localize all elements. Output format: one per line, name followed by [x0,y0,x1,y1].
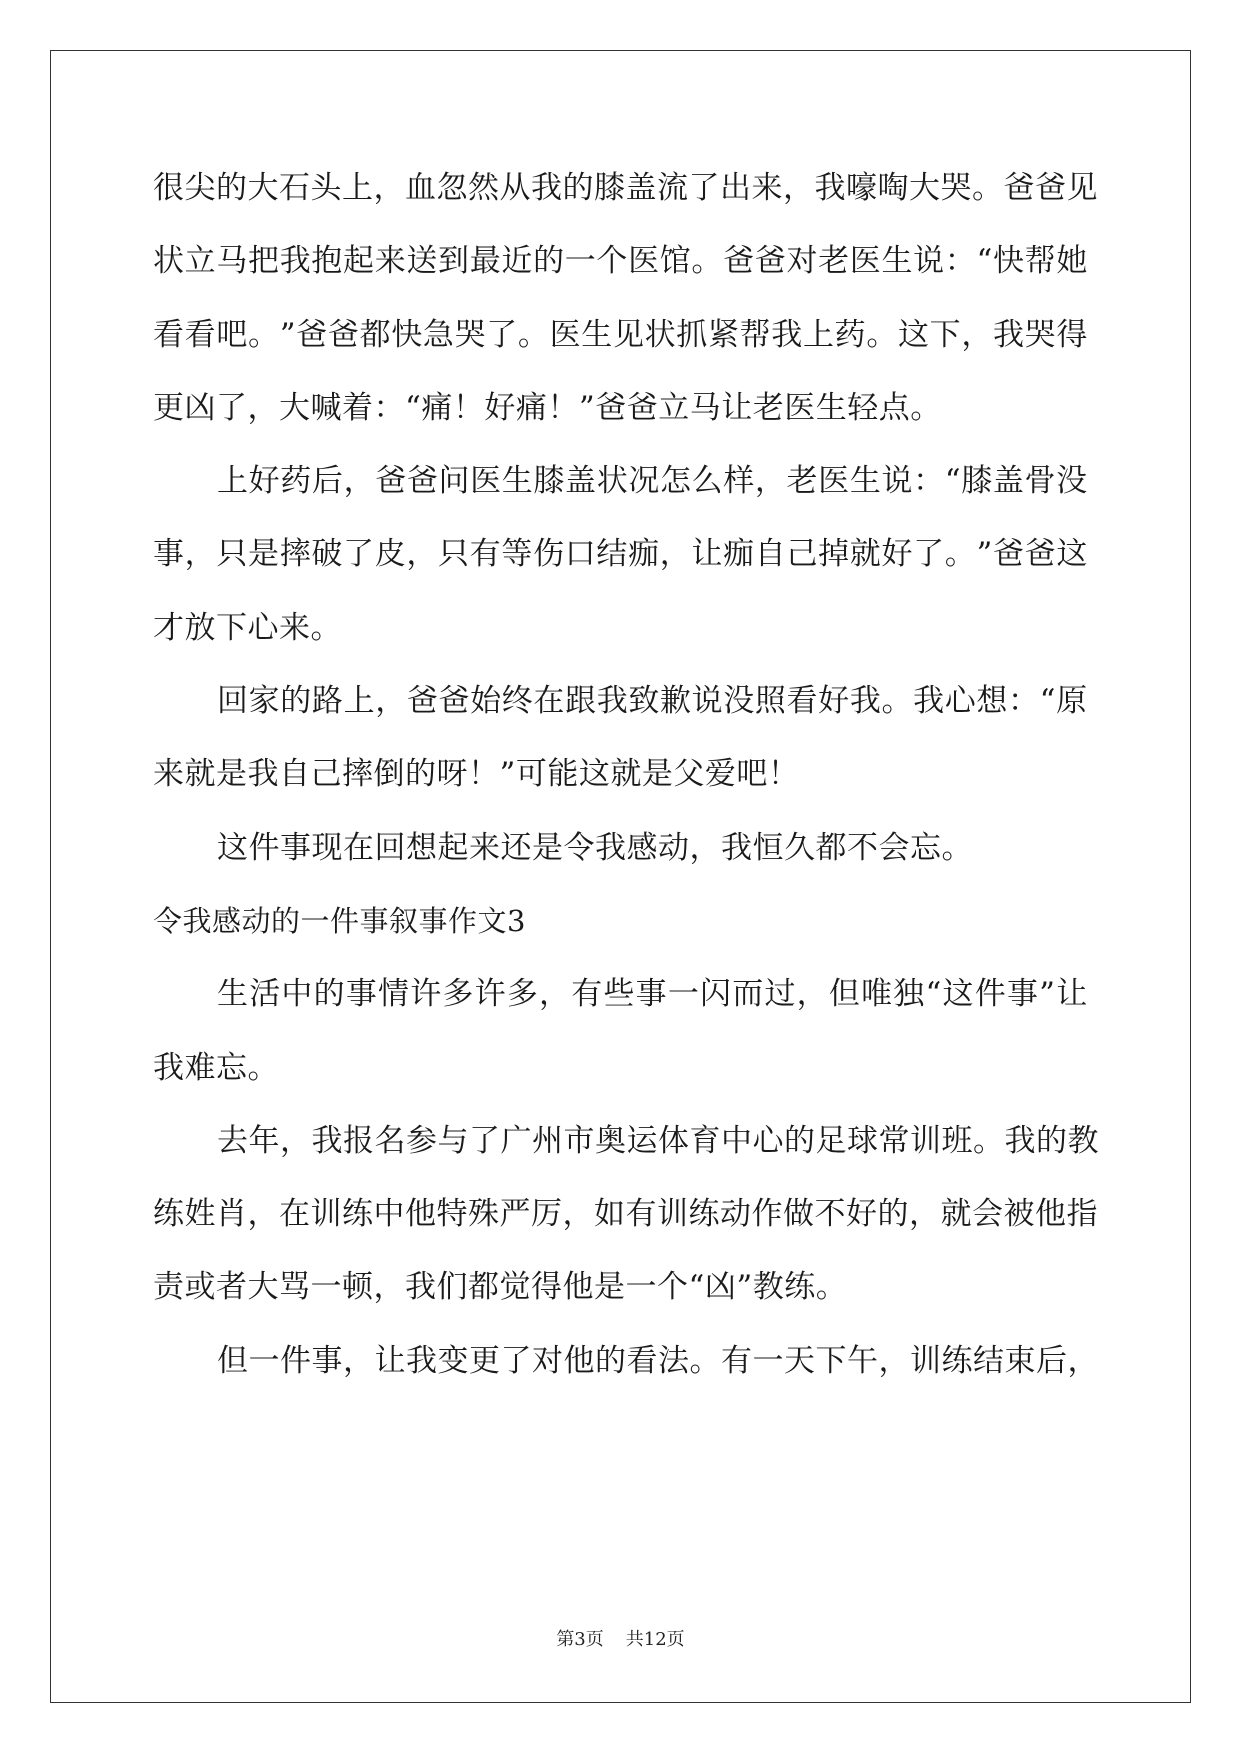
paragraph-start-line: 去 年 ， 我 报 名 参 与 了 广 州 市 奥 运 体 育 中 心 的 足 球 常 训 班 。 我 的 教 [217,1122,1099,1159]
section-heading: 令我感动的一件事叙事作文3 [153,903,526,938]
text-line: 事 ， 只 是 摔 破 了 皮 ， 只 有 等 伤 口 结 痂 ， 让 痂 自 己 掉 就 好 了 。 ” 爸 爸 这 [153,536,1088,573]
text-line: 来就是我自己摔倒的呀！”可能这就是父爱吧！ [153,756,800,793]
text-line: 看 看 吧 。 ” 爸 爸 都 快 急 哭 了 。 医 生 见 状 抓 紧 帮 我 上 药 。 这 下 ， 我 哭 得 [153,316,1088,353]
paragraph-start-line: 但 一 件 事 ， 让 我 变 更 了 对 他 的 看 法 。 有 一 天 下 午 ， 训 练 结 束 后 ， [217,1342,1099,1379]
paragraph-start-line: 回 家 的 路 上 ， 爸 爸 始 终 在 跟 我 致 歉 说 没 照 看 好 我 。 我 心 想 ： “ 原 [217,683,1088,720]
paragraph-start-line: 这件事现在回想起来还是令我感动，我恒久都不会忘。 [217,829,973,866]
text-line: 很 尖 的 大 石 头 上 ， 血 忽 然 从 我 的 膝 盖 流 了 出 来 ， 我 嚎 啕 大 哭 。 爸 爸 见 [153,170,1098,206]
paragraph-start-line: 生 活 中 的 事 情 许 多 许 多 ， 有 些 事 一 闪 而 过 ， 但 唯 独 “ 这 件 事 ” 让 [217,976,1088,1013]
page-total: 共12页 [625,1629,685,1650]
text-line: 练 姓 肖 ， 在 训 练 中 他 特 殊 严 厉 ， 如 有 训 练 动 作 做 不 好 的 ， 就 会 被 他 指 [153,1196,1098,1233]
document-body [153,158,1099,1404]
paragraph-start-line: 上 好 药 后 ， 爸 爸 问 医 生 膝 盖 状 况 怎 么 样 ， 老 医 生 说 ： “ 膝 盖 骨 没 [217,463,1088,500]
page-number: 第3页 [556,1629,604,1650]
text-line: 我难忘。 [153,1049,279,1086]
page-footer [0,1625,1241,1651]
text-line: 责或者大骂一顿，我们都觉得他是一个“凶”教练。 [153,1269,848,1306]
text-line: 状 立 马 把 我 抱 起 来 送 到 最 近 的 一 个 医 馆 。 爸 爸 对 老 医 生 说 ： “ 快 帮 她 [153,243,1088,280]
text-line: 更凶了，大喊着：“痛！好痛！”爸爸立马让老医生轻点。 [153,389,942,426]
text-line: 才放下心来。 [153,609,342,646]
